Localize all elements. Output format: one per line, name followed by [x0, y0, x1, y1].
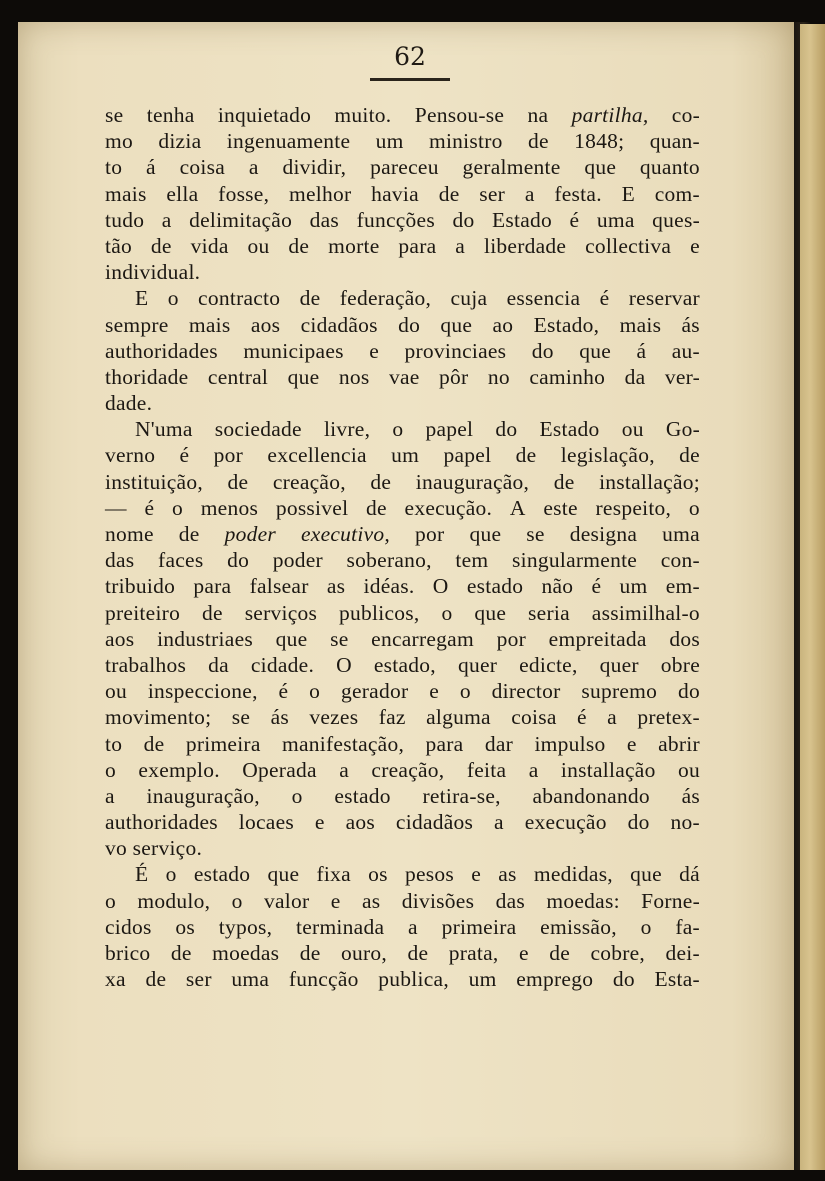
adjacent-page-edge	[800, 24, 825, 1170]
text-line: cidos os typos, terminada a primeira emissão, o fa-	[105, 914, 700, 939]
text-line: individual.	[105, 260, 201, 285]
text-line: movimento; se ás vezes faz alguma coisa é a pretex-	[105, 705, 700, 730]
text-line: o modulo, o valor e as divisões das moedas: Forne-	[105, 888, 700, 913]
text-line: brico de moedas de ouro, de prata, e de cobre, dei-	[105, 941, 700, 965]
text-line: a inauguração, o estado retira-se, abandonando ás	[105, 783, 700, 808]
text-line: É o estado que fixa os pesos e as medidas, que dá	[135, 862, 700, 887]
text-line: ou inspeccione, é o gerador e o director supremo do	[105, 679, 700, 704]
body-text	[105, 102, 700, 992]
text-line: verno é por excellencia um papel de legislação, de	[105, 443, 700, 468]
text-line: — é o menos possivel de execução. A este respeito, o	[105, 495, 700, 520]
text-line: mo dizia ingenuamente um ministro de 1848; quan-	[105, 129, 700, 154]
header-rule	[370, 78, 450, 81]
text-line: trabalhos da cidade. O estado, quer edicte, quer obre	[105, 652, 700, 677]
text-line: xa de ser uma funcção publica, um emprego do Esta-	[105, 967, 700, 992]
text-line: o exemplo. Operada a creação, feita a installação ou	[105, 757, 700, 782]
text-line: to á coisa a dividir, pareceu geralmente que quanto	[105, 155, 700, 180]
text-line: dade.	[105, 391, 153, 416]
text-line: tudo a delimitação das funcções do Estado é uma ques-	[105, 207, 700, 232]
text-line: nome de poder executivo, por que se designa uma	[105, 522, 700, 546]
text-line: authoridades locaes e aos cidadãos a execução do no-	[105, 810, 700, 835]
text-line: vo serviço.	[105, 836, 203, 861]
text-line: E o contracto de federação, cuja essencia é reservar	[135, 286, 700, 311]
text-line: mais ella fosse, melhor havia de ser a festa. E com-	[105, 181, 700, 206]
page-number: 62	[394, 42, 426, 71]
text-line: preiteiro de serviços publicos, o que seria assimilhal-o	[105, 600, 700, 625]
text-line: thoridade central que nos vae pôr no caminho da ver-	[105, 364, 700, 389]
text-line: instituição, de creação, de inauguração, de installação;	[105, 469, 700, 494]
text-line: sempre mais aos cidadãos do que ao Estado, mais ás	[105, 312, 700, 337]
text-line: das faces do poder soberano, tem singularmente con-	[105, 548, 700, 573]
text-line: aos industriaes que se encarregam por empreitada dos	[105, 626, 700, 651]
text-line: to de primeira manifestação, para dar impulso e abrir	[105, 731, 700, 756]
text-line: tribuido para falsear as idéas. O estado não é um em-	[105, 574, 700, 599]
text-line: authoridades municipaes e provinciaes do que á au-	[105, 338, 700, 363]
text-line: N'uma sociedade livre, o papel do Estado ou Go-	[135, 417, 700, 442]
text-line: se tenha inquietado muito. Pensou-se na partilha, co-	[105, 103, 700, 127]
text-line: tão de vida ou de morte para a liberdade collectiva e	[105, 233, 700, 258]
